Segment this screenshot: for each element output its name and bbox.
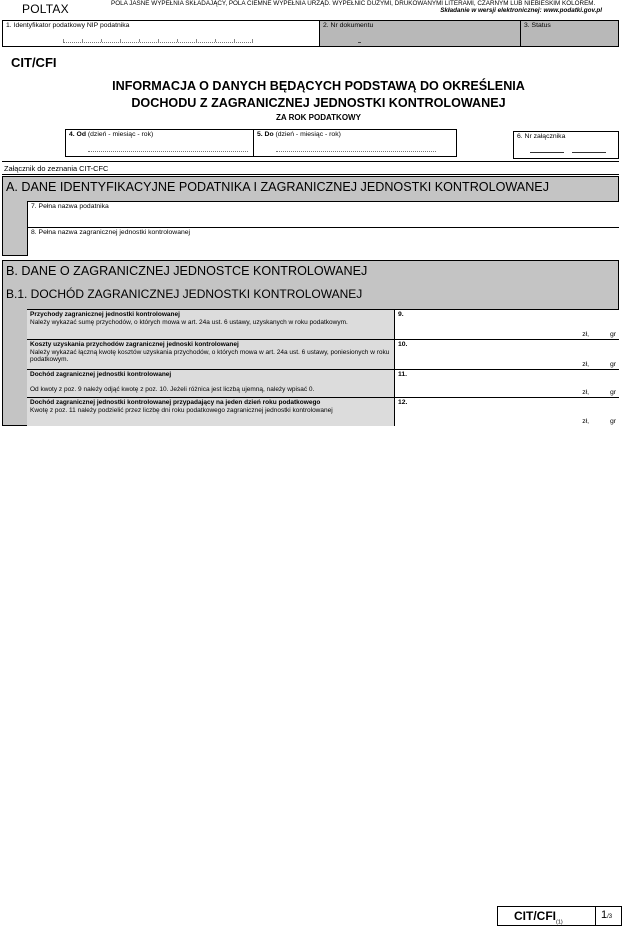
annex-number-label: 6. Nr załącznika [517, 133, 566, 140]
row-desc: Należy wykazać łączną kwotę kosztów uzyskania przychodów, o których mowa w art. 24a ust. 6 ustawy, poniesionych w roku podatkowym. [30, 348, 390, 364]
gr-unit: gr [609, 331, 616, 338]
income-row [27, 309, 619, 339]
form-title-line1: INFORMACJA O DANYCH BĘDĄCYCH PODSTAWĄ DO OKREŚLENIA [112, 79, 525, 93]
field-number: 11. [398, 371, 408, 378]
form-title-line2: DOCHODU Z ZAGRANICZNEJ JEDNOSTKI KONTROLOWANEJ [131, 96, 506, 110]
page-number [596, 907, 621, 925]
period-to-field[interactable] [253, 129, 457, 157]
period-from-entry-line [88, 148, 248, 152]
status-label: 3. Status [524, 22, 551, 29]
footer-form-code [498, 907, 596, 925]
section-b1-heading: B.1. DOCHÓD ZAGRANICZNEJ JEDNOSTKI KONTROLOWANEJ [6, 287, 363, 301]
document-number-mark [358, 42, 361, 43]
section-b [2, 260, 619, 426]
annex-note: Załącznik do zeznania CIT-CFC [2, 161, 619, 175]
row-desc: Należy wykazać sumę przychodów, o których mowa w art. 24a ust. 6 ustawy, uzyskanych w roku podatkowym. [30, 318, 348, 326]
annex-number-line-1 [530, 152, 564, 153]
period-to-entry-line [276, 148, 436, 152]
period-from-label: 4. Od [69, 131, 86, 138]
costs-amount-field[interactable] [395, 340, 619, 369]
page-footer [497, 906, 622, 926]
form-subtitle: ZA ROK PODATKOWY [276, 113, 361, 122]
field-number: 9. [398, 311, 404, 318]
status-field [520, 20, 619, 47]
daily-profit-row [27, 397, 619, 426]
profit-description [27, 370, 395, 397]
nip-label: 1. Identyfikator podatkowy NIP podatnika [6, 22, 130, 29]
annex-number-line-2 [572, 152, 606, 153]
section-b-heading: B. DANE O ZAGRANICZNEJ JEDNOSTCE KONTROLOWANEJ [6, 264, 368, 278]
costs-row [27, 339, 619, 369]
row-title: Przychody zagranicznej jednostki kontrolowanej [30, 311, 180, 318]
footer-version: (1) [556, 919, 563, 926]
daily-profit-description [27, 398, 395, 426]
row-title: Dochód zagranicznej jednostki kontrolowanej [30, 371, 172, 378]
form-code: CIT/CFI [11, 55, 57, 70]
taxpayer-name-label: 7. Pełna nazwa podatnika [31, 203, 109, 210]
income-description [27, 310, 395, 339]
row-title: Koszty uzyskania przychodów zagranicznej jednoski kontrolowanej [30, 341, 239, 348]
nip-entry-ticks [63, 39, 253, 43]
gr-unit: gr [609, 361, 616, 368]
document-number-label: 2. Nr dokumentu [323, 22, 374, 29]
taxpayer-name-field[interactable] [27, 201, 619, 227]
gr-unit: gr [609, 389, 616, 396]
zl-unit: zł, [582, 361, 589, 368]
cfc-name-label: 8. Pełna nazwa zagranicznej jednostki kontrolowanej [31, 229, 191, 236]
period-to-hint: (dzień - miesiąc - rok) [275, 131, 341, 138]
row-desc: Kwotę z poz. 11 należy podzielić przez liczbę dni roku podatkowego zagranicznej jednostki kontrolowanej [30, 406, 333, 414]
income-amount-field[interactable] [395, 310, 619, 339]
period-from-field[interactable] [65, 129, 254, 157]
costs-description [27, 340, 395, 369]
nip-field[interactable] [2, 20, 320, 47]
zl-unit: zł, [582, 418, 589, 425]
page-current: 1 [601, 909, 608, 921]
daily-profit-amount-field[interactable] [395, 398, 619, 426]
gr-unit: gr [609, 418, 616, 425]
annex-number-field[interactable] [513, 131, 619, 159]
profit-row [27, 369, 619, 397]
zl-unit: zł, [582, 389, 589, 396]
document-number-field [319, 20, 521, 47]
field-number: 10. [398, 341, 408, 348]
period-to-label: 5. Do [257, 131, 274, 138]
page-total: /3 [607, 914, 613, 920]
section-a [2, 176, 619, 256]
row-title: Dochód zagranicznej jednostki kontrolowanej przypadający na jeden dzień roku podatkowego [30, 399, 321, 406]
field-number: 12. [398, 399, 408, 406]
footer-code-text: CIT/CFI [514, 909, 556, 923]
instructions-text: POLA JASNE WYPEŁNIA SKŁADAJĄCY, POLA CIEMNE WYPEŁNIA URZĄD. WYPEŁNIĆ DUŻYMI, DRUKOWANYMI LITERAMI, CZARNYM LUB NIEBIESKIM KOLOREM. [111, 0, 596, 7]
cfc-name-field[interactable] [27, 227, 619, 256]
electronic-filing-note: Składanie w wersji elektronicznej: www.podatki.gov.pl [440, 7, 602, 15]
zl-unit: zł, [582, 331, 589, 338]
poltax-logo: POLTAX [22, 2, 69, 16]
period-from-hint: (dzień - miesiąc - rok) [87, 131, 154, 138]
row-desc: Od kwoty z poz. 9 należy odjąć kwotę z poz. 10. Jeżeli różnica jest liczbą ujemną, należy wpisać 0. [30, 385, 315, 393]
section-a-heading: A. DANE IDENTYFIKACYJNE PODATNIKA I ZAGRANICZNEJ JEDNOSTKI KONTROLOWANEJ [6, 180, 549, 194]
profit-amount-field[interactable] [395, 370, 619, 397]
fill-instructions [111, 0, 606, 15]
